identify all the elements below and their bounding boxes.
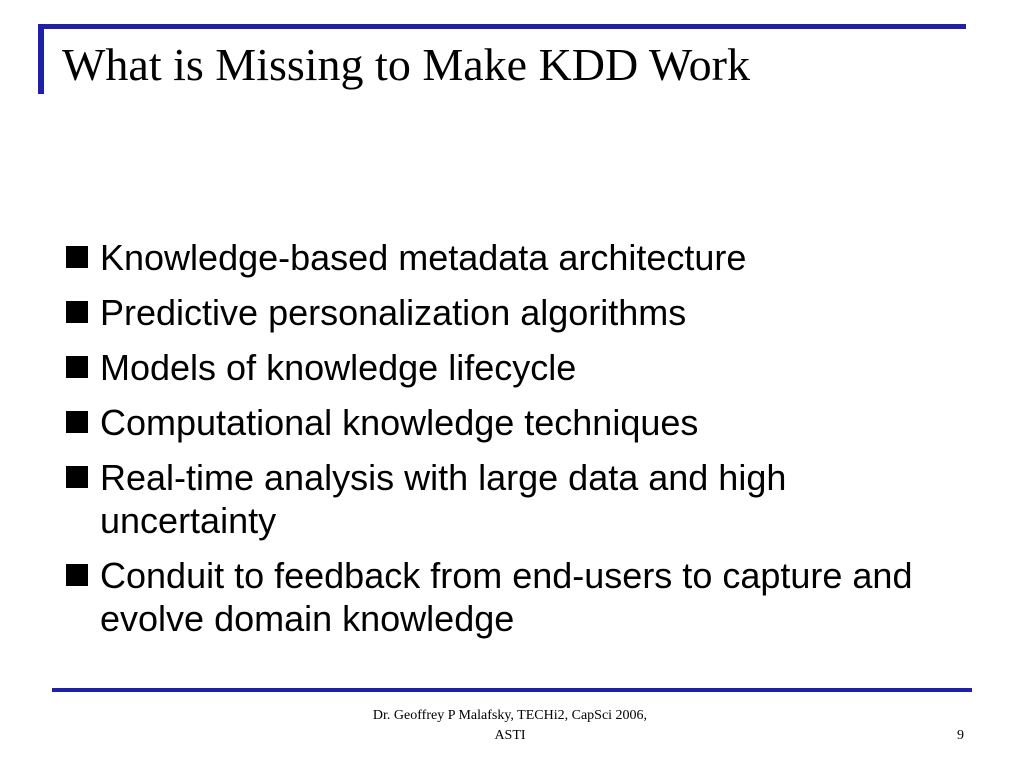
title-accent-bar-horizontal bbox=[38, 24, 966, 29]
bullet-item bbox=[66, 456, 946, 542]
square-bullet-icon bbox=[66, 466, 88, 488]
square-bullet-icon bbox=[66, 246, 88, 268]
bullet-item bbox=[66, 291, 946, 334]
page-number: 9 bbox=[957, 728, 964, 743]
bullet-item bbox=[66, 401, 946, 444]
bullet-text: Models of knowledge lifecycle bbox=[100, 347, 577, 388]
slide-footer bbox=[300, 706, 720, 746]
title-accent-bar-vertical bbox=[38, 24, 44, 94]
square-bullet-icon bbox=[66, 411, 88, 433]
bullet-list bbox=[66, 236, 946, 652]
bullet-text: Predictive personalization algorithms bbox=[100, 292, 687, 333]
square-bullet-icon bbox=[66, 356, 88, 378]
bullet-text: Knowledge-based metadata architecture bbox=[100, 237, 747, 278]
slide-title: What is Missing to Make KDD Work bbox=[62, 39, 750, 90]
footer-divider bbox=[52, 688, 972, 692]
square-bullet-icon bbox=[66, 564, 88, 586]
bullet-text: Conduit to feedback from end-users to capture and evolve domain knowledge bbox=[100, 555, 913, 639]
bullet-item bbox=[66, 554, 946, 640]
bullet-item bbox=[66, 346, 946, 389]
bullet-item bbox=[66, 236, 946, 279]
bullet-text: Real-time analysis with large data and high uncertainty bbox=[100, 457, 787, 541]
footer-org-line: ASTI bbox=[494, 728, 526, 743]
footer-author-line: Dr. Geoffrey P Malafsky, TECHi2, CapSci 2006, bbox=[372, 708, 648, 723]
square-bullet-icon bbox=[66, 301, 88, 323]
bullet-text: Computational knowledge techniques bbox=[100, 402, 699, 443]
